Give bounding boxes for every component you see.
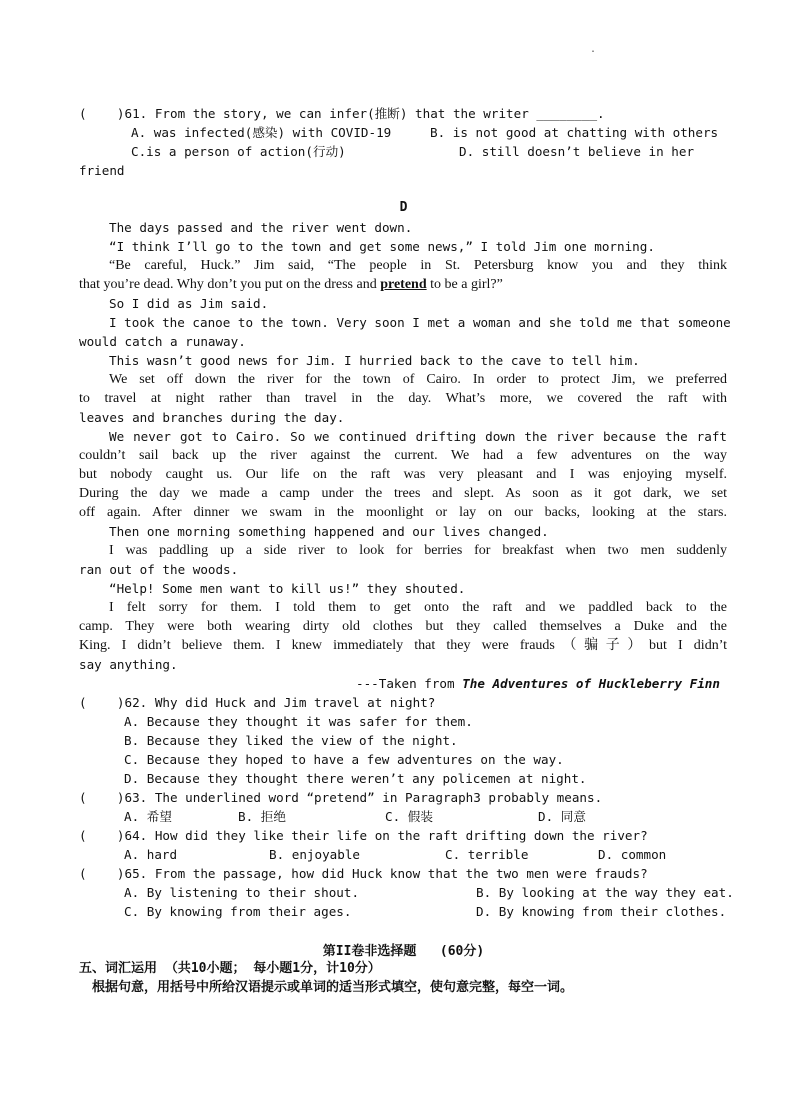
q65-option-c: C. By knowing from their ages. (124, 904, 352, 919)
q63-option-d: D. 同意 (538, 809, 586, 824)
passage-line: So I did as Jim said. (109, 296, 269, 311)
q61-option-a: A. was infected(感染) with COVID-19 (131, 125, 392, 140)
passage-line: but nobody caught us. Our life on the raft was very pleasant and I was enjoying myself. (79, 467, 727, 482)
passage-line: say anything. (79, 657, 178, 672)
q65-stem: ( )65. From the passage, how did Huck know that the two men were frauds? (79, 866, 648, 881)
passage-line: We set off down the river for the town of Cairo. In order to protect Jim, we preferred (109, 372, 727, 387)
passage-line: to travel at night rather than travel in the day. What’s more, we covered the raft with (79, 391, 727, 406)
q62-option-b: B. Because they liked the view of the night. (124, 733, 458, 748)
section-five-instruction: 根据句意，用括号中所给汉语提示或单词的适当形式填空，使句意完整，每空一词。 (92, 980, 574, 995)
q62-option-c: C. Because they hoped to have a few adventures on the way. (124, 752, 564, 767)
passage-line: I took the canoe to the town. Very soon I met a woman and she told me that someone (109, 315, 731, 330)
q63-option-c: C. 假装 (385, 809, 433, 824)
q61-option-d-continued: friend (79, 163, 125, 178)
passage-line: camp. They were both wearing dirty old clothes but they called themselves a Duke and the (79, 619, 727, 634)
passage-text: to be a girl?” (426, 277, 503, 292)
q62-stem: ( )62. Why did Huck and Jim travel at night? (79, 695, 436, 710)
q64-option-a: A. hard (124, 847, 178, 862)
passage-line: “Be careful, Huck.” Jim said, “The people in St. Petersburg know you and they think (109, 258, 727, 273)
q62-option-d: D. Because they thought there weren’t any policemen at night. (124, 771, 587, 786)
q61-option-d: D. still doesn’t believe in her (459, 144, 695, 159)
passage-line: We never got to Cairo. So we continued drifting down the river because the raft (109, 429, 727, 444)
passage-line: couldn’t sail back up the river against the current. We had a few adventures on the way (79, 448, 727, 463)
source-prefix: ---Taken from (356, 676, 463, 691)
q62-option-a: A. Because they thought it was safer for them. (124, 714, 473, 729)
q64-option-b: B. enjoyable (269, 847, 360, 862)
q61-option-c: C.is a person of action(行动) (131, 144, 346, 159)
passage-line: The days passed and the river went down. (109, 220, 413, 235)
passage-line: King. I didn’t believe them. I knew immediately that they were frauds（骗子）but I didn’t (79, 638, 727, 653)
source-title: The Adventures of Huckleberry Finn (462, 676, 720, 691)
passage-line: I felt sorry for them. I told them to get onto the raft and we paddled back to the (109, 600, 727, 615)
underlined-word-pretend: pretend (380, 277, 427, 292)
q64-option-c: C. terrible (445, 847, 529, 862)
passage-letter: D (399, 200, 408, 215)
q64-stem: ( )64. How did they like their life on the raft drifting down the river? (79, 828, 648, 843)
q63-option-b: B. 拒绝 (238, 809, 286, 824)
passage-line: off again. After dinner we swam in the moonlight or lay on our backs, looking at the stars. (79, 505, 727, 520)
passage-line: Then one morning something happened and our lives changed. (109, 524, 549, 539)
passage-line: leaves and branches during the day. (79, 410, 345, 425)
q61-option-b: B. is not good at chatting with others (430, 125, 719, 140)
q63-stem: ( )63. The underlined word “pretend” in Paragraph3 probably means. (79, 790, 603, 805)
part-two-title: 第II卷非选择题 (60分) (322, 944, 485, 959)
q65-option-a: A. By listening to their shout. (124, 885, 360, 900)
passage-line-with-underline (79, 275, 503, 294)
passage-line: would catch a runaway. (79, 334, 246, 349)
q61-stem: ( )61. From the story, we can infer(推断) that the writer ________. (79, 106, 605, 121)
passage-line: ran out of the woods. (79, 562, 239, 577)
passage-text: that you’re dead. Why don’t you put on the dress and (79, 277, 381, 292)
passage-line: I was paddling up a side river to look for berries for breakfast when two men suddenly (109, 543, 727, 558)
q64-option-d: D. common (598, 847, 667, 862)
passage-line: This wasn’t good news for Jim. I hurried back to the cave to tell him. (109, 353, 640, 368)
passage-line: “Help! Some men want to kill us!” they shouted. (109, 581, 466, 596)
passage-line: During the day we made a camp under the trees and slept. As soon as it got dark, we set (79, 486, 727, 501)
top-mark: . (590, 44, 597, 55)
section-five-heading: 五、词汇运用 （共10小题； 每小题1分，计10分） (79, 961, 381, 976)
passage-source (356, 674, 720, 693)
q63-option-a: A. 希望 (124, 809, 172, 824)
q65-option-d: D. By knowing from their clothes. (476, 904, 727, 919)
q65-option-b: B. By looking at the way they eat. (476, 885, 734, 900)
passage-line: “I think I’ll go to the town and get some news,” I told Jim one morning. (109, 239, 655, 254)
